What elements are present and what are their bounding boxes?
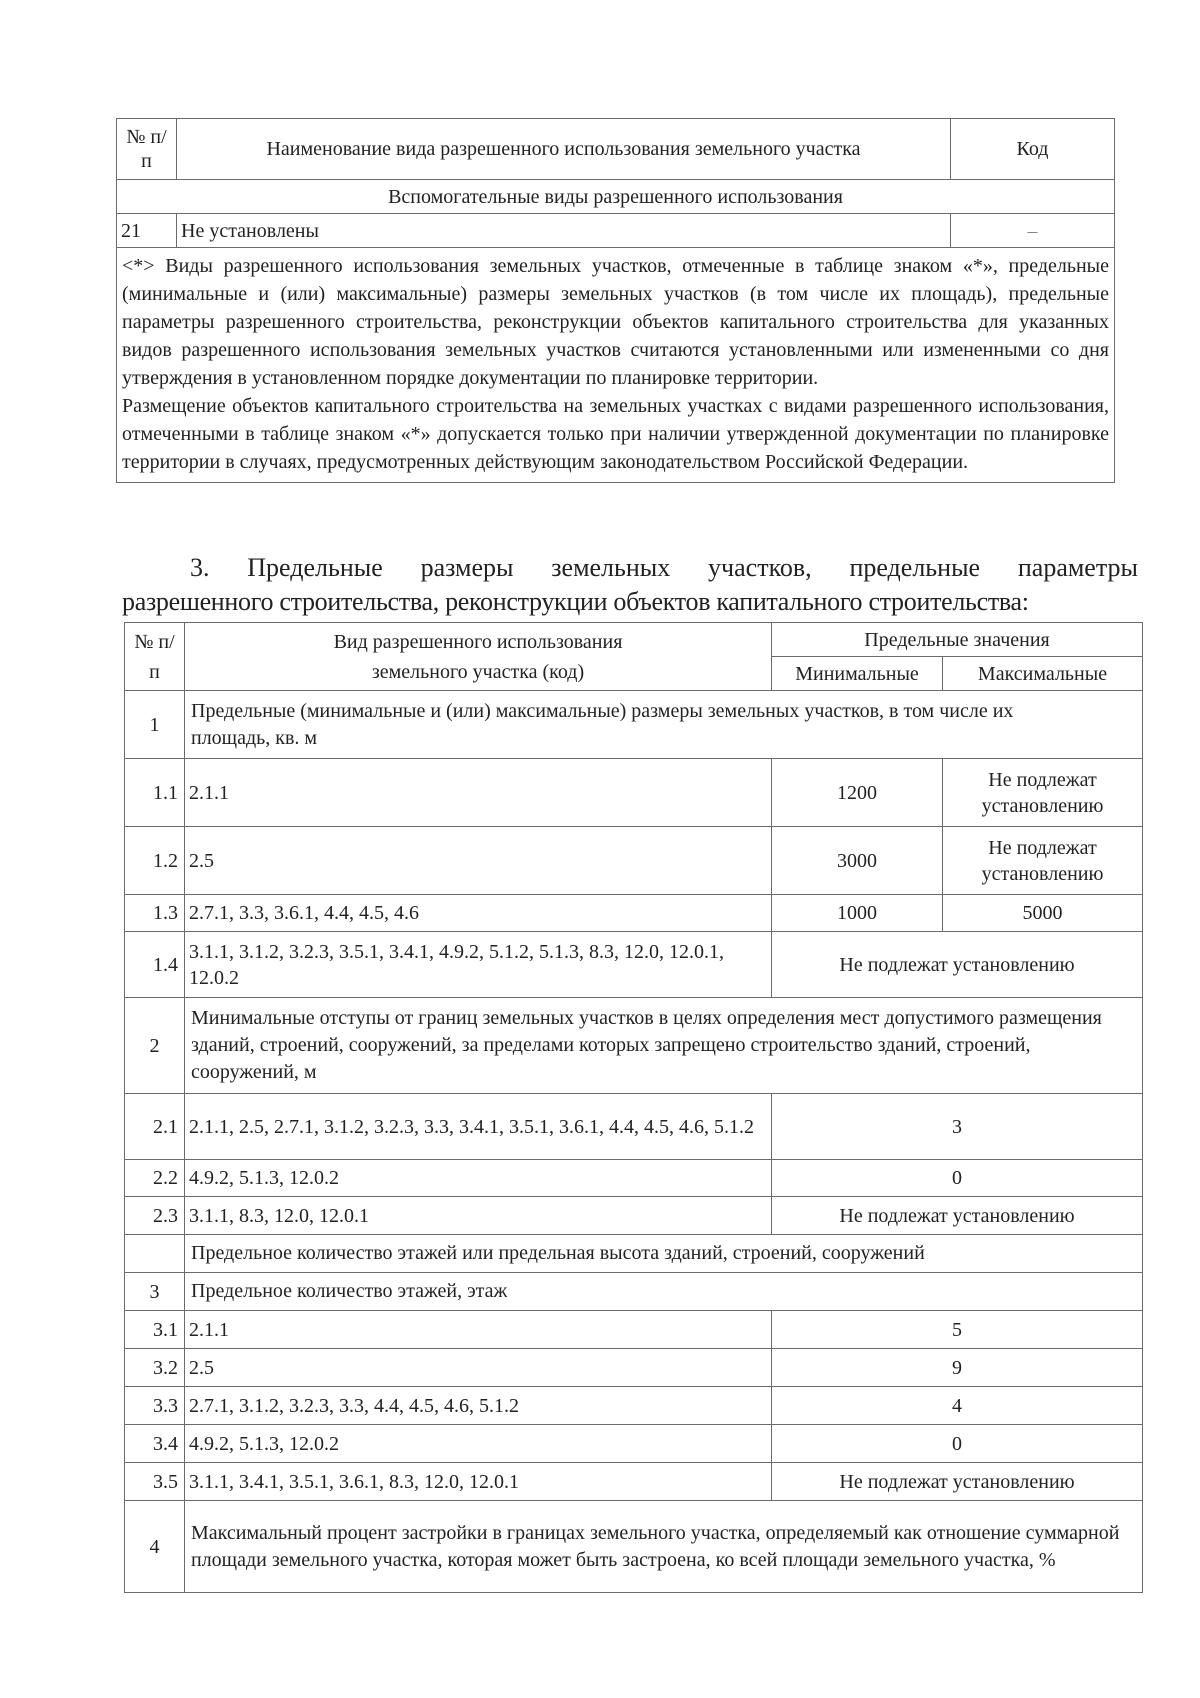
row-number: 21 (117, 214, 177, 248)
table-header-row (125, 623, 1143, 657)
table-row (125, 1463, 1143, 1501)
row-value: Не подлежат установлению (772, 1197, 1143, 1235)
table-row (125, 1387, 1143, 1425)
row-value: 4 (772, 1387, 1143, 1425)
row-number: 1.2 (125, 827, 185, 895)
table-row (125, 1094, 1143, 1160)
footnote-cell (117, 248, 1115, 483)
table-row (125, 759, 1143, 827)
column-header-name: Наименование вида разрешенного использования земельного участка (177, 119, 951, 180)
table-row (125, 1311, 1143, 1349)
table-row (125, 1160, 1143, 1197)
row-number: 3.2 (125, 1349, 185, 1387)
row-number: 1.1 (125, 759, 185, 827)
row-codes: 2.1.1 (185, 759, 772, 827)
table-section-row (125, 691, 1143, 759)
row-codes: 2.7.1, 3.1.2, 3.2.3, 3.3, 4.4, 4.5, 4.6, 5.1.2 (185, 1387, 772, 1425)
row-codes: 3.1.1, 3.1.2, 3.2.3, 3.5.1, 3.4.1, 4.9.2, 5.1.2, 5.1.3, 8.3, 12.0, 12.0.1, 12.0.2 (185, 932, 772, 998)
limit-parameters-table (124, 622, 1143, 1593)
column-header-number: № п/п (125, 623, 185, 691)
row-codes: 2.1.1, 2.5, 2.7.1, 3.1.2, 3.2.3, 3.3, 3.4.1, 3.5.1, 3.6.1, 4.4, 4.5, 4.6, 5.1.2 (185, 1094, 772, 1160)
section-number (125, 1235, 185, 1273)
row-value: 5 (772, 1311, 1143, 1349)
permitted-use-table (116, 118, 1115, 483)
table-section-row (125, 998, 1143, 1094)
row-codes: 2.5 (185, 1349, 772, 1387)
row-number: 3.1 (125, 1311, 185, 1349)
heading-line: 3. Предельные размеры земельных участков, предельные параметры (190, 553, 1138, 582)
row-value: Не подлежат установлению (772, 932, 1143, 998)
column-header-code: Код (951, 119, 1115, 180)
table-row (125, 1197, 1143, 1235)
section-title: Предельное количество этажей, этаж (185, 1273, 1143, 1311)
table-row (125, 1425, 1143, 1463)
section-number: 1 (125, 691, 185, 759)
table-section-row (125, 1273, 1143, 1311)
row-max-value: 5000 (943, 895, 1143, 932)
section-title: Максимальный процент застройки в границах земельного участка, определяемый как отношение суммарной площади земельного участка, которая может быть застроена, ко всей площади земельного участка, % (185, 1501, 1143, 1593)
section-heading (122, 551, 1138, 619)
column-header-limit-values: Предельные значения (772, 623, 1143, 657)
row-value: 0 (772, 1425, 1143, 1463)
row-value: Не подлежат установлению (772, 1463, 1143, 1501)
table-section-row (125, 1235, 1143, 1273)
row-codes: 4.9.2, 5.1.3, 12.0.2 (185, 1425, 772, 1463)
row-number: 1.4 (125, 932, 185, 998)
section-title: Предельное количество этажей или предельная высота зданий, строений, сооружений (185, 1235, 1143, 1273)
footnote-paragraph: <*> Виды разрешенного использования земельных участков, отмеченные в таблице знаком «*», предельные (минимальные и (или) максимальные) размеры земельных участков (в том числе их площадь), предельные параметры разрешенного строительства, реконструкции объектов капитального строительства для указанных видов разрешенного использования земельных участков считаются установленными или измененными со дня утверждения в установленном порядке документации по планировке территории. (122, 255, 1109, 389)
row-number: 3.5 (125, 1463, 185, 1501)
row-value: 0 (772, 1160, 1143, 1197)
table-header-row (117, 119, 1115, 180)
section-title: Минимальные отступы от границ земельных участков в целях определения мест допустимого размещения зданий, строений, сооружений, за пределами которых запрещено строительство зданий, строений, сооружений, м (185, 998, 1143, 1094)
row-codes: 2.5 (185, 827, 772, 895)
section-title: Предельные (минимальные и (или) максимальные) размеры земельных участков, в том числе их площадь, кв. м (185, 691, 1143, 759)
row-max-value: Не подлежат установлению (943, 759, 1143, 827)
section-number: 3 (125, 1273, 185, 1311)
row-max-value: Не подлежат установлению (943, 827, 1143, 895)
row-number: 3.4 (125, 1425, 185, 1463)
table-row (117, 214, 1115, 248)
row-number: 3.3 (125, 1387, 185, 1425)
column-header-number: № п/п (117, 119, 177, 180)
row-number: 2.3 (125, 1197, 185, 1235)
row-min-value: 1200 (772, 759, 943, 827)
table-row (125, 827, 1143, 895)
row-name: Не установлены (177, 214, 951, 248)
footnote-paragraph: Размещение объектов капитального строительства на земельных участках с видами разрешенного использования, отмеченными в таблице знаком «*» допускается только при наличии утвержденной документации по планировке территории в случаях, предусмотренных действующим законодательством Российской Федерации. (122, 395, 1109, 473)
column-header-use-type: Вид разрешенного использования земельного участка (код) (185, 623, 772, 691)
row-number: 1.3 (125, 895, 185, 932)
row-codes: 3.1.1, 8.3, 12.0, 12.0.1 (185, 1197, 772, 1235)
heading-line: разрешенного строительства, реконструкции объектов капитального строительства: (122, 587, 1029, 616)
row-codes: 4.9.2, 5.1.3, 12.0.2 (185, 1160, 772, 1197)
table-row (125, 895, 1143, 932)
row-value: 9 (772, 1349, 1143, 1387)
row-codes: 2.1.1 (185, 1311, 772, 1349)
row-min-value: 3000 (772, 827, 943, 895)
row-min-value: 1000 (772, 895, 943, 932)
row-number: 2.1 (125, 1094, 185, 1160)
row-codes: 3.1.1, 3.4.1, 3.5.1, 3.6.1, 8.3, 12.0, 12.0.1 (185, 1463, 772, 1501)
row-codes: 2.7.1, 3.3, 3.6.1, 4.4, 4.5, 4.6 (185, 895, 772, 932)
row-code: – (951, 214, 1115, 248)
column-header-max: Максимальные (943, 657, 1143, 691)
table-section-row (125, 1501, 1143, 1593)
row-number: 2.2 (125, 1160, 185, 1197)
table-row (125, 932, 1143, 998)
row-value: 3 (772, 1094, 1143, 1160)
table-section-row (117, 180, 1115, 214)
section-number: 4 (125, 1501, 185, 1593)
footnote-row (117, 248, 1115, 483)
section-title-auxiliary-uses: Вспомогательные виды разрешенного использования (117, 180, 1115, 214)
table-row (125, 1349, 1143, 1387)
section-number: 2 (125, 998, 185, 1094)
column-header-min: Минимальные (772, 657, 943, 691)
